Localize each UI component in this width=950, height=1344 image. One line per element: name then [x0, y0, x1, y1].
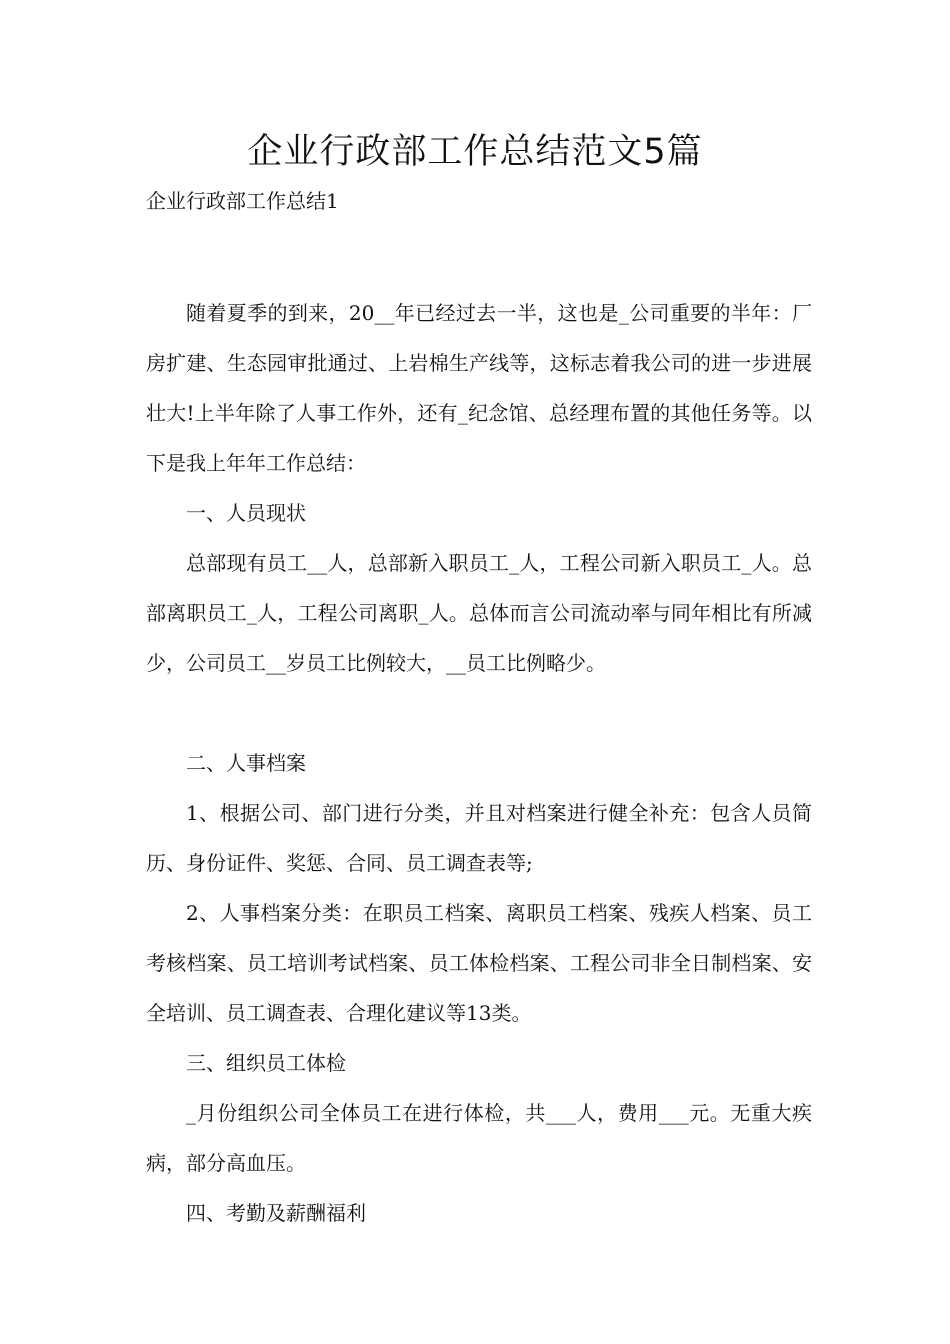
paragraph-intro: 随着夏季的到来，20__年已经过去一半，这也是_公司重要的半年：厂房扩建、生态园审批通过、上岩棉生产线等，这标志着我公司的进一步进展壮大!上半年除了人事工作外，还有_纪念馆、总经理布置的其他任务等。以下是我上年年工作总结：	[146, 301, 812, 475]
section-heading-staff: 一、人员现状	[186, 501, 306, 525]
document-subtitle: 企业行政部工作总结1	[146, 189, 339, 213]
paragraph-staff: 总部现有员工__人，总部新入职员工_人，工程公司新入职员工_人。总部离职员工_人，工程公司离职_人。总体而言公司流动率与同年相比有所减少，公司员工__岁员工比例较大，__员工比例略少。	[146, 551, 812, 675]
paragraph-records-1: 1、根据公司、部门进行分类，并且对档案进行健全补充：包含人员简历、身份证件、奖惩、合同、员工调查表等;	[146, 801, 812, 875]
paragraph-checkup: _月份组织公司全体员工在进行体检，共___人，费用___元。无重大疾病，部分高血压。	[146, 1101, 812, 1175]
paragraph-records-2: 2、人事档案分类：在职员工档案、离职员工档案、残疾人档案、员工考核档案、员工培训考试档案、员工体检档案、工程公司非全日制档案、安全培训、员工调查表、合理化建议等13类。	[146, 901, 812, 1025]
document-title: 企业行政部工作总结范文5篇	[247, 132, 703, 172]
section-heading-attendance: 四、考勤及薪酬福利	[186, 1201, 366, 1225]
document-body	[146, 288, 812, 1238]
section-heading-checkup: 三、组织员工体检	[186, 1051, 346, 1075]
section-heading-records: 二、人事档案	[186, 751, 306, 775]
